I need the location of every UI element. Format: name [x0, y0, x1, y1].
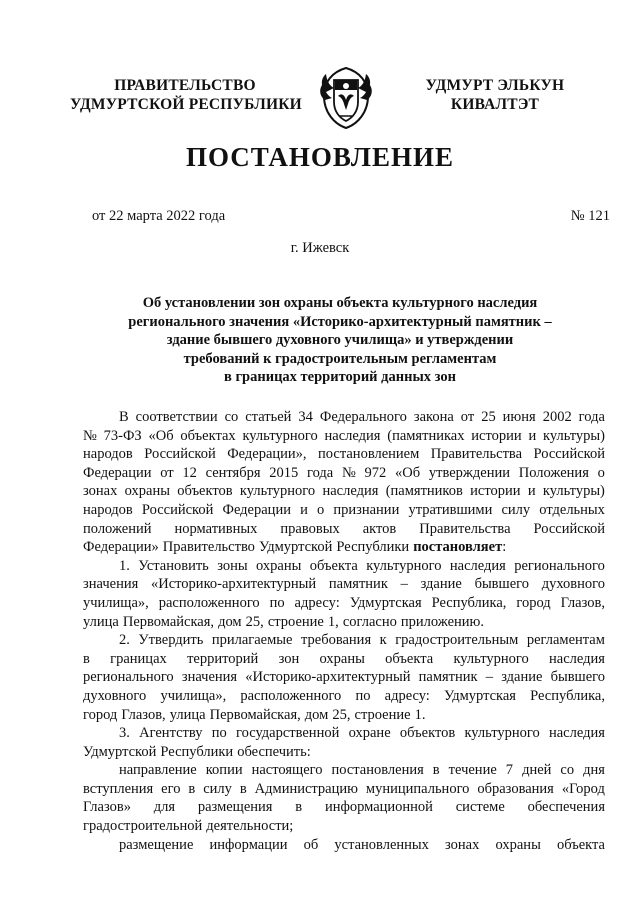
body-word: отдельных — [539, 501, 605, 518]
body-word: установленных — [334, 836, 429, 853]
body-word: и — [527, 483, 536, 500]
body-word: город — [516, 594, 551, 611]
body-word: муниципального — [365, 780, 470, 797]
body-word: Республика, — [431, 594, 507, 611]
body-word: информационной — [324, 799, 433, 816]
body-line — [83, 408, 605, 427]
document-number: № 121 — [570, 208, 610, 224]
body-word: информации — [209, 836, 288, 853]
body-word: системе — [455, 799, 505, 816]
document-city: г. Ижевск — [290, 240, 350, 256]
body-word: истории — [470, 483, 521, 500]
body-line — [83, 687, 605, 706]
body-word: июня — [502, 409, 536, 425]
body-word: по — [355, 687, 371, 704]
body-word: утверждении — [428, 464, 511, 481]
body-word: со — [560, 762, 575, 779]
coat-of-arms-icon — [318, 66, 374, 130]
body-word: 1. — [119, 557, 130, 574]
body-word: Правительство — [162, 539, 255, 556]
body-word: постановлением — [318, 446, 420, 463]
body-word: 25, — [332, 706, 351, 723]
document-heading — [100, 294, 580, 387]
body-word: бывшего — [474, 576, 529, 593]
body-word: признании — [333, 501, 400, 518]
body-word: силу — [203, 780, 232, 797]
body-word: актов — [362, 520, 397, 537]
body-word: Утвердить — [138, 632, 204, 649]
body-word: В — [119, 409, 129, 425]
org-name-line: ПРАВИТЕЛЬСТВО — [114, 77, 256, 94]
body-line — [83, 594, 605, 613]
body-word: Федерации» — [83, 539, 159, 556]
body-line — [83, 520, 605, 539]
body-word: объектах — [180, 427, 236, 444]
body-word: в — [83, 650, 90, 667]
body-word: Удмуртская — [444, 687, 516, 704]
body-word: Удмуртской — [83, 743, 157, 760]
body-word: Российской — [141, 501, 214, 518]
body-word: Удмуртской — [258, 539, 333, 556]
body-word: от — [460, 409, 475, 425]
body-line — [83, 743, 605, 762]
heading-line: в границах территорий данных зон — [224, 369, 456, 385]
body-word: в — [432, 762, 440, 779]
body-word: Правительства — [419, 520, 511, 537]
body-word: обеспечения — [527, 799, 605, 816]
document-title: ПОСТАНОВЛЕНИЕ — [185, 142, 455, 172]
body-word: градостроительным — [395, 632, 519, 649]
body-word: Глазов, — [121, 706, 166, 723]
body-word: Республика, — [530, 687, 605, 704]
body-word: объектов — [399, 725, 456, 742]
body-word: зонах — [445, 836, 480, 853]
body-line — [83, 706, 605, 725]
body-line — [83, 668, 605, 687]
body-word: значения — [83, 576, 139, 593]
body-word: наследия — [449, 557, 506, 574]
body-word: № — [83, 427, 97, 444]
heading-line: регионального значения «Историко-архитектурный памятник – — [128, 313, 552, 330]
body-word: Агентству — [139, 725, 203, 742]
body-word: градостроительной — [83, 818, 203, 835]
body-word: 972 — [364, 464, 387, 481]
body-line — [83, 817, 605, 836]
document-body — [83, 408, 605, 854]
body-word: согласно — [342, 613, 397, 630]
body-word: 3. — [119, 725, 130, 742]
body-word: правовых — [280, 520, 340, 537]
body-line — [83, 445, 605, 464]
body-word: объекта — [309, 557, 358, 574]
body-word: зон — [278, 650, 300, 667]
body-word: Глазов» — [83, 799, 131, 816]
body-word: училища», — [83, 594, 149, 611]
heading-line: требований к градостроительным регламентам — [183, 350, 497, 367]
body-word: охраны — [495, 836, 541, 853]
body-word: сентября — [205, 464, 261, 481]
body-word: закона — [413, 409, 454, 425]
body-word: размещение — [119, 836, 194, 853]
body-word: училища», — [160, 687, 227, 704]
body-line — [83, 631, 605, 650]
body-word: «Историко-архитектурный — [245, 669, 411, 686]
body-word: улица — [83, 613, 119, 630]
body-word: дня — [583, 762, 605, 779]
body-word: объекта — [385, 650, 434, 667]
body-word: и — [300, 501, 308, 518]
body-line — [83, 761, 605, 780]
body-word: 1. — [414, 706, 426, 723]
body-word: народов — [83, 501, 133, 518]
body-line — [83, 798, 605, 817]
body-word: Российской — [144, 446, 216, 463]
body-punctuation: : — [502, 539, 507, 556]
heading-line: Об установлении зон охраны объекта культурного наследия — [142, 295, 538, 311]
body-word: для — [153, 799, 176, 816]
body-word: улица — [169, 706, 206, 723]
document-date: от 22 марта 2022 года — [92, 208, 226, 224]
body-word: духовного — [541, 576, 605, 593]
body-word: 2002 — [542, 409, 572, 425]
body-word: обеспечить: — [237, 743, 311, 760]
body-word: «Об — [395, 464, 421, 481]
body-word: Федерации — [83, 464, 152, 481]
body-line — [83, 482, 605, 501]
org-name-line: УДМУРТ ЭЛЬКУН — [425, 77, 565, 94]
body-word: «Город — [561, 780, 605, 797]
body-word: здание — [501, 669, 543, 686]
body-word: культурного — [242, 427, 318, 444]
body-word: регионального — [83, 669, 174, 686]
body-word: «Об — [148, 427, 174, 444]
body-word: наследия — [549, 650, 605, 667]
body-word: прилагаемые — [211, 632, 293, 649]
body-line — [83, 557, 605, 576]
body-word: Администрацию — [254, 780, 358, 797]
org-name-line: КИВАЛТЭТ — [450, 96, 540, 113]
body-word: положений — [83, 520, 152, 537]
body-word: дом — [304, 706, 329, 723]
body-word: город — [83, 706, 118, 723]
body-word: (памятников — [385, 483, 463, 500]
body-word: государственной — [236, 725, 340, 742]
body-word: утратившими — [408, 501, 493, 518]
body-line — [83, 836, 605, 855]
body-word: охраны — [319, 650, 365, 667]
body-line — [83, 427, 605, 446]
body-word: культурного — [464, 725, 540, 742]
body-word: значения — [181, 669, 238, 686]
body-word: Глазов, — [560, 594, 605, 611]
body-word: № — [341, 464, 356, 481]
body-word: в — [239, 780, 247, 797]
body-word: строение — [354, 706, 411, 723]
body-word: 7 — [505, 762, 514, 779]
body-word: расположенного — [158, 594, 260, 611]
body-word: наследия — [322, 483, 379, 500]
body-word: «Историко-архитектурный — [151, 576, 317, 593]
body-word: 34 — [298, 409, 313, 425]
heading-line: здание бывшего духовного училища» и утверждении — [166, 332, 514, 348]
body-word: 2015 — [269, 464, 299, 481]
body-word: Российской — [533, 446, 605, 463]
body-word: вступления — [83, 780, 154, 797]
body-word: Федерации — [222, 501, 291, 518]
body-word: Российской — [533, 520, 605, 537]
body-line — [83, 724, 605, 743]
body-word: адресу: — [384, 687, 430, 704]
body-word: соответствии — [135, 409, 218, 425]
body-word: объектов — [177, 483, 233, 500]
body-line — [83, 613, 605, 632]
body-word: требования — [301, 632, 372, 649]
body-word: Правительства — [430, 446, 523, 463]
body-word: объекта — [556, 836, 605, 853]
body-word: к — [379, 632, 387, 649]
body-word: размещения — [197, 799, 273, 816]
org-name-line: УДМУРТСКОЙ РЕСПУБЛИКИ — [70, 96, 302, 113]
body-word: памятник — [328, 576, 388, 593]
body-word: Федерального — [319, 409, 407, 425]
body-word: охраны — [124, 483, 170, 500]
body-word: Первомайская, — [209, 706, 301, 723]
body-word: – — [400, 576, 408, 593]
body-word: истории — [471, 427, 522, 444]
body-line — [83, 501, 605, 520]
body-line — [83, 538, 605, 557]
body-word: охраны — [256, 557, 302, 574]
body-word: копии — [205, 762, 243, 779]
body-word: его — [161, 780, 181, 797]
body-word: духовного — [83, 687, 147, 704]
body-word: 73-ФЗ — [103, 427, 142, 444]
body-word: 2. — [119, 632, 130, 649]
body-word: расположенного — [240, 687, 342, 704]
body-word: наследия — [324, 427, 381, 444]
body-word: 12 — [182, 464, 197, 481]
body-word: силу — [501, 501, 531, 518]
body-word: настоящего — [251, 762, 323, 779]
org-name-russian — [70, 76, 300, 114]
body-word: 25, — [245, 613, 264, 630]
body-word: постановления — [331, 762, 424, 779]
body-word: по — [211, 725, 227, 742]
body-word: года — [306, 464, 334, 481]
body-word: нормативных — [174, 520, 258, 537]
org-name-udmurt — [395, 76, 595, 114]
body-word: регионального — [514, 557, 605, 574]
body-word: и — [528, 427, 537, 444]
body-word: Установить — [138, 557, 209, 574]
body-word: со — [224, 409, 239, 425]
body-word: года — [578, 409, 605, 425]
body-word: Удмуртская — [349, 594, 422, 611]
body-line — [83, 575, 605, 594]
body-bold-word: постановляет — [413, 539, 503, 556]
body-word: памятник — [418, 669, 478, 686]
body-word: 25 — [481, 409, 496, 425]
body-word: зоны — [217, 557, 248, 574]
body-word: дней — [522, 762, 552, 779]
body-word: адресу: — [294, 594, 340, 611]
body-word: Положения — [518, 464, 589, 481]
body-word: от — [160, 464, 174, 481]
body-word: в — [295, 799, 303, 816]
body-word: по — [269, 594, 285, 611]
body-word: статьей — [245, 409, 292, 425]
body-word: деятельности; — [206, 818, 294, 835]
body-word: культурного — [239, 483, 316, 500]
body-word: течение — [448, 762, 497, 779]
body-word: о — [597, 464, 605, 481]
body-word: Первомайская, — [122, 613, 215, 630]
body-word: границах — [110, 650, 167, 667]
body-word: направление — [119, 762, 197, 779]
body-word: (памятниках — [387, 427, 465, 444]
body-word: культуры) — [542, 483, 605, 500]
body-word: культурного — [453, 650, 529, 667]
body-word: наследия — [548, 725, 605, 742]
body-word: территорий — [187, 650, 259, 667]
body-word: культурного — [366, 557, 442, 574]
body-word: об — [303, 836, 319, 853]
body-word: здание — [420, 576, 462, 593]
body-line — [83, 464, 605, 483]
body-line — [83, 650, 605, 669]
body-word: охране — [348, 725, 391, 742]
body-word: – — [485, 669, 494, 686]
body-word: о — [316, 501, 325, 518]
body-word: регламентам — [526, 632, 605, 649]
body-word: бывшего — [550, 669, 605, 686]
body-word: зонах — [83, 483, 118, 500]
body-word: Республики — [160, 743, 234, 760]
body-word: образования — [477, 780, 554, 797]
body-word: дом — [218, 613, 242, 630]
body-line — [83, 780, 605, 799]
body-word: народов — [83, 446, 133, 463]
body-word: Республики — [336, 539, 410, 556]
body-word: Федерации», — [227, 446, 307, 463]
body-word: в — [188, 780, 196, 797]
body-word: приложению. — [400, 613, 485, 630]
body-word: строение — [267, 613, 324, 630]
body-word: культуры) — [543, 427, 605, 444]
body-word: 1, — [327, 613, 339, 630]
